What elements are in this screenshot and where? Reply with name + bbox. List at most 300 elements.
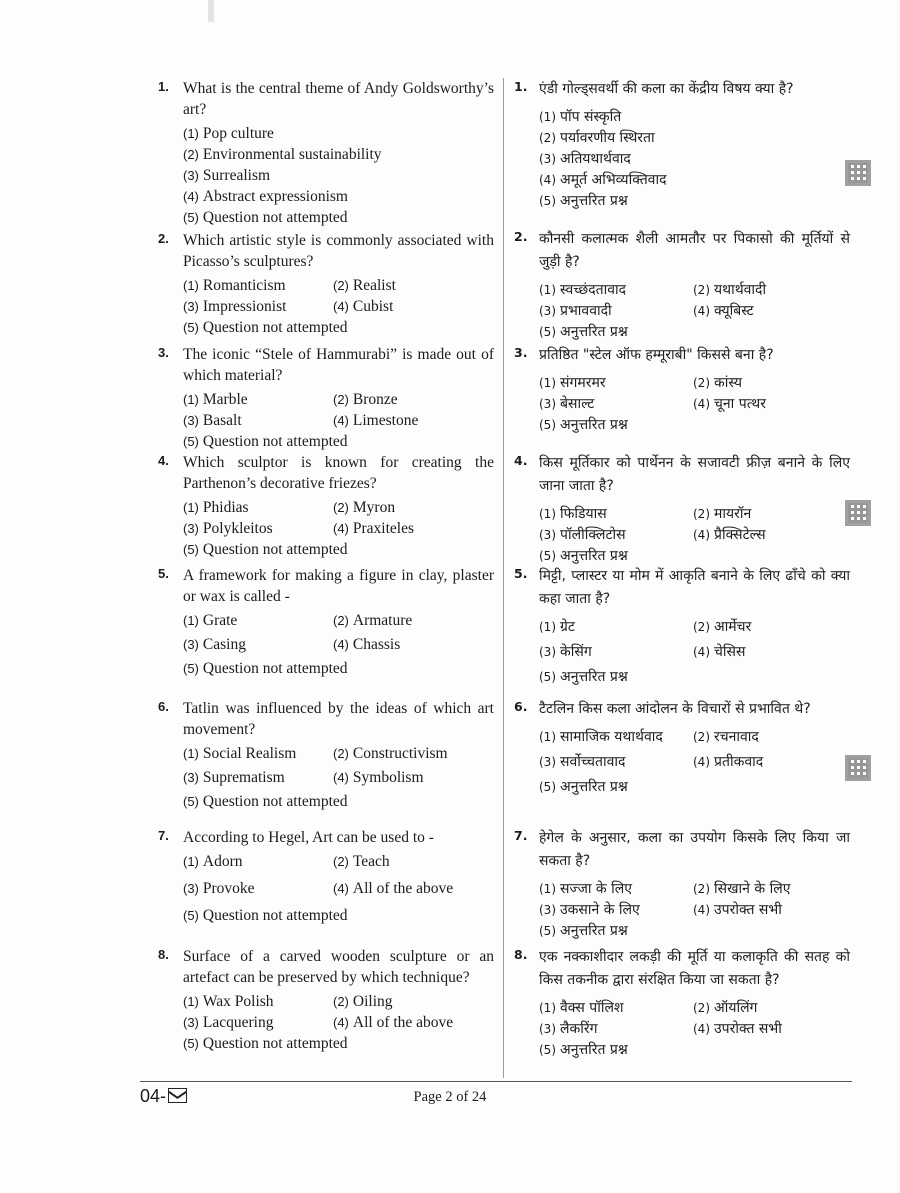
question-item (158, 78, 494, 228)
option-text: स्वच्छंदतावाद (560, 282, 627, 298)
question-number: 1. (158, 79, 169, 94)
question-text: मिट्टी, प्लास्टर या मोम में आकृति बनाने के लिए ढाँचे को क्या कहा जाता है? (539, 568, 850, 607)
option-list (539, 879, 850, 942)
option-number: (4) (693, 903, 710, 917)
option-text: अमूर्त अभिव्यक्तिवाद (560, 172, 667, 188)
question-text: What is the central theme of Andy Goldsworthy’s art? (183, 80, 494, 118)
option-list (183, 497, 494, 560)
option-number: (2) (183, 147, 199, 162)
option-number: (1) (183, 126, 199, 141)
option-text: आर्मेचर (714, 619, 752, 635)
option-number: (3) (539, 528, 556, 542)
option-number: (2) (693, 376, 710, 390)
option-text: Armature (352, 612, 413, 629)
option-text: कांस्य (714, 375, 742, 391)
option-text: Environmental sustainability (202, 146, 382, 163)
answer-option (183, 207, 494, 228)
question-item (514, 228, 850, 343)
option-text: पॉलीक्लिटोस (560, 527, 626, 543)
option-number: (3) (183, 168, 199, 183)
option-number: (2) (333, 278, 349, 293)
option-text: Constructivism (352, 745, 448, 762)
option-number: (5) (539, 418, 556, 432)
option-text: रचनावाद (714, 729, 759, 745)
answer-option (183, 539, 494, 560)
option-text: Oiling (352, 993, 393, 1010)
option-number: (1) (183, 994, 199, 1009)
answer-option (183, 123, 494, 144)
answer-option (333, 743, 483, 764)
option-number: (4) (693, 397, 710, 411)
option-list (539, 373, 850, 436)
answer-option (333, 1012, 483, 1033)
option-number: (2) (693, 730, 710, 744)
option-number: (1) (183, 392, 199, 407)
answer-option (333, 610, 483, 631)
answer-option (183, 743, 333, 764)
option-number: (2) (693, 882, 710, 896)
answer-option (333, 878, 483, 899)
answer-option (693, 752, 847, 773)
question-text: Surface of a carved wooden sculpture or an artefact can be preserved by which technique? (183, 948, 494, 986)
option-number: (1) (539, 882, 556, 896)
option-text: Impressionist (202, 298, 287, 315)
option-number: (1) (183, 746, 199, 761)
option-text: Question not attempted (202, 433, 348, 450)
answer-option (539, 727, 693, 748)
answer-option (539, 998, 693, 1019)
answer-option (693, 1019, 847, 1040)
option-number: (5) (539, 670, 556, 684)
option-number: (5) (183, 434, 199, 449)
footer-rule (140, 1081, 852, 1082)
answer-option (183, 1033, 494, 1054)
option-text: उपरोक्त सभी (714, 1021, 782, 1037)
question-item (514, 78, 850, 212)
answer-option (539, 642, 693, 663)
option-number: (4) (693, 528, 710, 542)
answer-option (539, 1019, 693, 1040)
option-text: उपरोक्त सभी (714, 902, 782, 918)
option-text: पॉप संस्कृति (560, 109, 622, 125)
answer-option (693, 280, 847, 301)
option-text: Bronze (352, 391, 398, 408)
answer-option (183, 497, 333, 518)
answer-option (183, 431, 494, 452)
option-number: (1) (539, 507, 556, 521)
option-text: All of the above (352, 880, 454, 897)
option-text: Teach (352, 853, 390, 870)
answer-option (539, 900, 693, 921)
question-text: टैटलिन किस कला आंदोलन के विचारों से प्रभावित थे? (539, 701, 811, 717)
option-text: अनुत्तरित प्रश्न (560, 1042, 628, 1058)
option-list (539, 727, 850, 802)
option-text: लैकरिंग (560, 1021, 598, 1037)
answer-option (183, 296, 333, 317)
question-number: 8. (158, 947, 169, 962)
option-text: मायरॉन (714, 506, 752, 522)
option-text: Provoke (202, 880, 255, 897)
option-text: Adorn (202, 853, 243, 870)
option-text: Question not attempted (202, 319, 348, 336)
answer-option (183, 317, 494, 338)
option-list (183, 851, 494, 932)
option-list (539, 504, 850, 567)
option-number: (5) (183, 1036, 199, 1051)
answer-option (539, 1040, 850, 1061)
option-number: (4) (333, 637, 349, 652)
option-number: (2) (333, 613, 349, 628)
question-item (514, 698, 850, 802)
option-text: ऑयलिंग (714, 1000, 758, 1016)
option-number: (5) (183, 320, 199, 335)
question-number: 1. (514, 79, 528, 94)
option-text: केसिंग (560, 644, 592, 660)
option-number: (1) (539, 730, 556, 744)
answer-option (693, 394, 847, 415)
option-text: पर्यावरणीय स्थिरता (560, 130, 655, 146)
option-number: (3) (539, 755, 556, 769)
answer-option (539, 777, 850, 798)
answer-option (539, 504, 693, 525)
option-text: चेसिस (714, 644, 746, 660)
question-text: प्रतिष्ठित "स्टेल ऑफ हम्मूराबी" किससे बना है? (539, 347, 774, 363)
option-text: Realist (352, 277, 396, 294)
answer-option (539, 191, 850, 212)
option-number: (1) (183, 500, 199, 515)
answer-option (539, 128, 850, 149)
option-list (539, 107, 850, 212)
qr-code-icon (845, 160, 871, 186)
option-text: Phidias (202, 499, 249, 516)
option-number: (3) (539, 397, 556, 411)
option-text: Praxiteles (352, 520, 415, 537)
option-number: (4) (693, 304, 710, 318)
option-list (183, 743, 494, 815)
option-text: संगमरमर (560, 375, 606, 391)
answer-option (539, 301, 693, 322)
answer-option (333, 767, 483, 788)
option-number: (1) (539, 620, 556, 634)
answer-option (539, 394, 693, 415)
answer-option (183, 610, 333, 631)
answer-option (333, 275, 483, 296)
column-divider (503, 78, 504, 1078)
option-text: Question not attempted (202, 907, 348, 924)
question-number: 2. (158, 231, 169, 246)
option-text: Cubist (352, 298, 394, 315)
option-text: यथार्थवादी (714, 282, 767, 298)
question-text: किस मूर्तिकार को पार्थेनन के सजावटी फ्रीज़ बनाने के लिए जाना जाता है? (539, 455, 850, 494)
option-number: (2) (333, 392, 349, 407)
option-number: (3) (539, 645, 556, 659)
option-text: Suprematism (202, 769, 285, 786)
question-text: According to Hegel, Art can be used to - (183, 829, 434, 846)
option-number: (5) (183, 661, 199, 676)
answer-option (539, 752, 693, 773)
option-number: (4) (333, 521, 349, 536)
question-text: Which sculptor is known for creating the Parthenon’s decorative friezes? (183, 454, 494, 492)
option-list (539, 998, 850, 1061)
option-number: (5) (183, 908, 199, 923)
question-item (158, 452, 494, 560)
option-number: (5) (183, 210, 199, 225)
answer-option (183, 144, 494, 165)
option-text: अनुत्तरित प्रश्न (560, 548, 628, 564)
question-item (514, 565, 850, 692)
option-number: (4) (183, 189, 199, 204)
option-text: अनुत्तरित प्रश्न (560, 193, 628, 209)
option-list (183, 389, 494, 452)
option-number: (5) (183, 794, 199, 809)
option-number: (3) (539, 152, 556, 166)
option-text: Marble (202, 391, 248, 408)
answer-option (333, 634, 483, 655)
option-number: (4) (693, 1022, 710, 1036)
answer-option (693, 373, 847, 394)
question-text: A framework for making a figure in clay, plaster or wax is called - (183, 567, 494, 605)
option-list (183, 123, 494, 228)
option-number: (3) (183, 413, 199, 428)
option-number: (1) (183, 613, 199, 628)
question-number: 4. (158, 453, 169, 468)
option-number: (5) (539, 325, 556, 339)
option-text: Basalt (202, 412, 242, 429)
question-item (514, 946, 850, 1061)
question-number: 7. (158, 828, 169, 843)
option-text: Surrealism (202, 167, 271, 184)
option-text: Lacquering (202, 1014, 274, 1031)
answer-option (693, 727, 847, 748)
question-text: कौनसी कलात्मक शैली आमतौर पर पिकासो की मूर्तियों से जुड़ी है? (539, 231, 850, 270)
option-number: (4) (333, 770, 349, 785)
answer-option (693, 998, 847, 1019)
question-item (158, 946, 494, 1054)
answer-option (333, 518, 483, 539)
option-text: Question not attempted (202, 793, 348, 810)
answer-option (333, 851, 483, 872)
question-item (158, 344, 494, 452)
option-number: (2) (539, 131, 556, 145)
option-number: (1) (183, 854, 199, 869)
answer-option (183, 410, 333, 431)
answer-option (693, 301, 847, 322)
option-number: (5) (539, 1043, 556, 1057)
option-text: क्यूबिस्ट (714, 303, 754, 319)
answer-option (693, 879, 847, 900)
option-text: अनुत्तरित प्रश्न (560, 669, 628, 685)
option-number: (3) (539, 304, 556, 318)
option-number: (1) (539, 1001, 556, 1015)
answer-option (333, 497, 483, 518)
answer-option (693, 642, 847, 663)
option-text: प्रतीकवाद (714, 754, 764, 770)
answer-option (333, 389, 483, 410)
option-text: ग्रेट (560, 619, 575, 635)
option-number: (1) (539, 110, 556, 124)
question-text: Tatlin was influenced by the ideas of which art movement? (183, 700, 494, 738)
question-item (514, 452, 850, 567)
answer-option (539, 280, 693, 301)
answer-option (183, 389, 333, 410)
answer-option (183, 878, 333, 899)
option-number: (4) (333, 881, 349, 896)
question-number: 2. (514, 229, 528, 244)
answer-option (693, 900, 847, 921)
answer-option (183, 905, 494, 926)
option-list (539, 617, 850, 692)
option-text: Casing (202, 636, 246, 653)
option-text: Polykleitos (202, 520, 273, 537)
option-number: (2) (693, 1001, 710, 1015)
option-text: अतियथार्थवाद (560, 151, 631, 167)
option-number: (3) (183, 521, 199, 536)
option-number: (3) (183, 299, 199, 314)
option-text: सर्वोच्चतावाद (560, 754, 626, 770)
option-text: Wax Polish (202, 993, 274, 1010)
option-text: All of the above (352, 1014, 454, 1031)
option-text: Myron (352, 499, 396, 516)
option-number: (3) (183, 770, 199, 785)
option-text: अनुत्तरित प्रश्न (560, 779, 628, 795)
option-text: Social Realism (202, 745, 297, 762)
answer-option (539, 373, 693, 394)
question-item (514, 827, 850, 942)
option-number: (2) (333, 500, 349, 515)
question-number: 3. (514, 345, 528, 360)
answer-option (183, 791, 494, 812)
option-number: (3) (539, 903, 556, 917)
question-text: एक नक्काशीदार लकड़ी की मूर्ति या कलाकृति की सतह को किस तकनीक द्वारा संरक्षित किया जा सकता है? (539, 949, 850, 988)
qr-code-icon (845, 755, 871, 781)
option-number: (4) (333, 299, 349, 314)
option-number: (1) (183, 278, 199, 293)
option-text: Romanticism (202, 277, 286, 294)
option-text: Chassis (352, 636, 401, 653)
option-text: सिखाने के लिए (714, 881, 791, 897)
option-list (183, 610, 494, 682)
answer-option (333, 991, 483, 1012)
option-text: उकसाने के लिए (560, 902, 640, 918)
option-text: सामाजिक यथार्थवाद (560, 729, 663, 745)
option-number: (2) (693, 620, 710, 634)
option-number: (3) (183, 637, 199, 652)
question-number: 8. (514, 947, 528, 962)
option-list (539, 280, 850, 343)
answer-option (183, 518, 333, 539)
option-text: Question not attempted (202, 541, 348, 558)
option-list (183, 991, 494, 1054)
answer-option (333, 296, 483, 317)
answer-option (183, 658, 494, 679)
option-number: (5) (539, 549, 556, 563)
answer-option (183, 991, 333, 1012)
option-text: Pop culture (202, 125, 274, 142)
option-text: फिडियास (560, 506, 607, 522)
booklet-code-text: 04- (140, 1086, 167, 1106)
question-number: 4. (514, 453, 528, 468)
question-number: 7. (514, 828, 528, 843)
option-text: Question not attempted (202, 1035, 348, 1052)
option-text: Grate (202, 612, 238, 629)
scan-mark (208, 0, 214, 22)
answer-option (539, 149, 850, 170)
option-number: (2) (333, 994, 349, 1009)
option-text: वैक्स पॉलिश (560, 1000, 624, 1016)
option-number: (4) (693, 755, 710, 769)
option-text: Limestone (352, 412, 419, 429)
answer-option (183, 165, 494, 186)
option-number: (1) (539, 376, 556, 390)
option-number: (5) (539, 924, 556, 938)
question-number: 3. (158, 345, 169, 360)
option-number: (2) (333, 854, 349, 869)
answer-option (539, 921, 850, 942)
option-text: Abstract expressionism (202, 188, 348, 205)
answer-option (183, 851, 333, 872)
question-item (158, 698, 494, 815)
option-text: अनुत्तरित प्रश्न (560, 417, 628, 433)
answer-option (539, 879, 693, 900)
qr-code-icon (845, 500, 871, 526)
answer-option (183, 275, 333, 296)
option-number: (3) (183, 881, 199, 896)
option-number: (4) (333, 1015, 349, 1030)
answer-option (539, 170, 850, 191)
answer-option (693, 504, 847, 525)
option-number: (2) (333, 746, 349, 761)
answer-option (539, 525, 693, 546)
question-number: 5. (158, 566, 169, 581)
option-text: बेसाल्ट (560, 396, 595, 412)
option-number: (2) (693, 283, 710, 297)
answer-option (183, 1012, 333, 1033)
answer-option (539, 546, 850, 567)
answer-option (539, 667, 850, 688)
question-number: 5. (514, 566, 528, 581)
answer-option (693, 617, 847, 638)
option-number: (5) (183, 542, 199, 557)
question-item (158, 230, 494, 338)
question-number: 6. (158, 699, 169, 714)
option-text: चूना पत्थर (714, 396, 766, 412)
option-number: (4) (539, 173, 556, 187)
answer-option (539, 415, 850, 436)
option-number: (4) (333, 413, 349, 428)
question-item (158, 565, 494, 682)
option-text: प्रैक्सिटेल्स (714, 527, 766, 543)
option-text: Question not attempted (202, 660, 348, 677)
option-text: अनुत्तरित प्रश्न (560, 324, 628, 340)
option-number: (5) (539, 194, 556, 208)
answer-option (183, 186, 494, 207)
question-text: एंडी गोल्ड्सवर्थी की कला का केंद्रीय विषय क्या है? (539, 81, 794, 97)
option-number: (2) (693, 507, 710, 521)
answer-option (539, 322, 850, 343)
option-list (183, 275, 494, 338)
option-number: (5) (539, 780, 556, 794)
answer-option (539, 107, 850, 128)
question-item (158, 827, 494, 932)
option-text: अनुत्तरित प्रश्न (560, 923, 628, 939)
question-text: हेगेल के अनुसार, कला का उपयोग किसके लिए किया जा सकता है? (539, 830, 850, 869)
option-number: (4) (693, 645, 710, 659)
answer-option (333, 410, 483, 431)
option-text: Question not attempted (202, 209, 348, 226)
question-number: 6. (514, 699, 528, 714)
answer-option (539, 617, 693, 638)
option-number: (3) (539, 1022, 556, 1036)
